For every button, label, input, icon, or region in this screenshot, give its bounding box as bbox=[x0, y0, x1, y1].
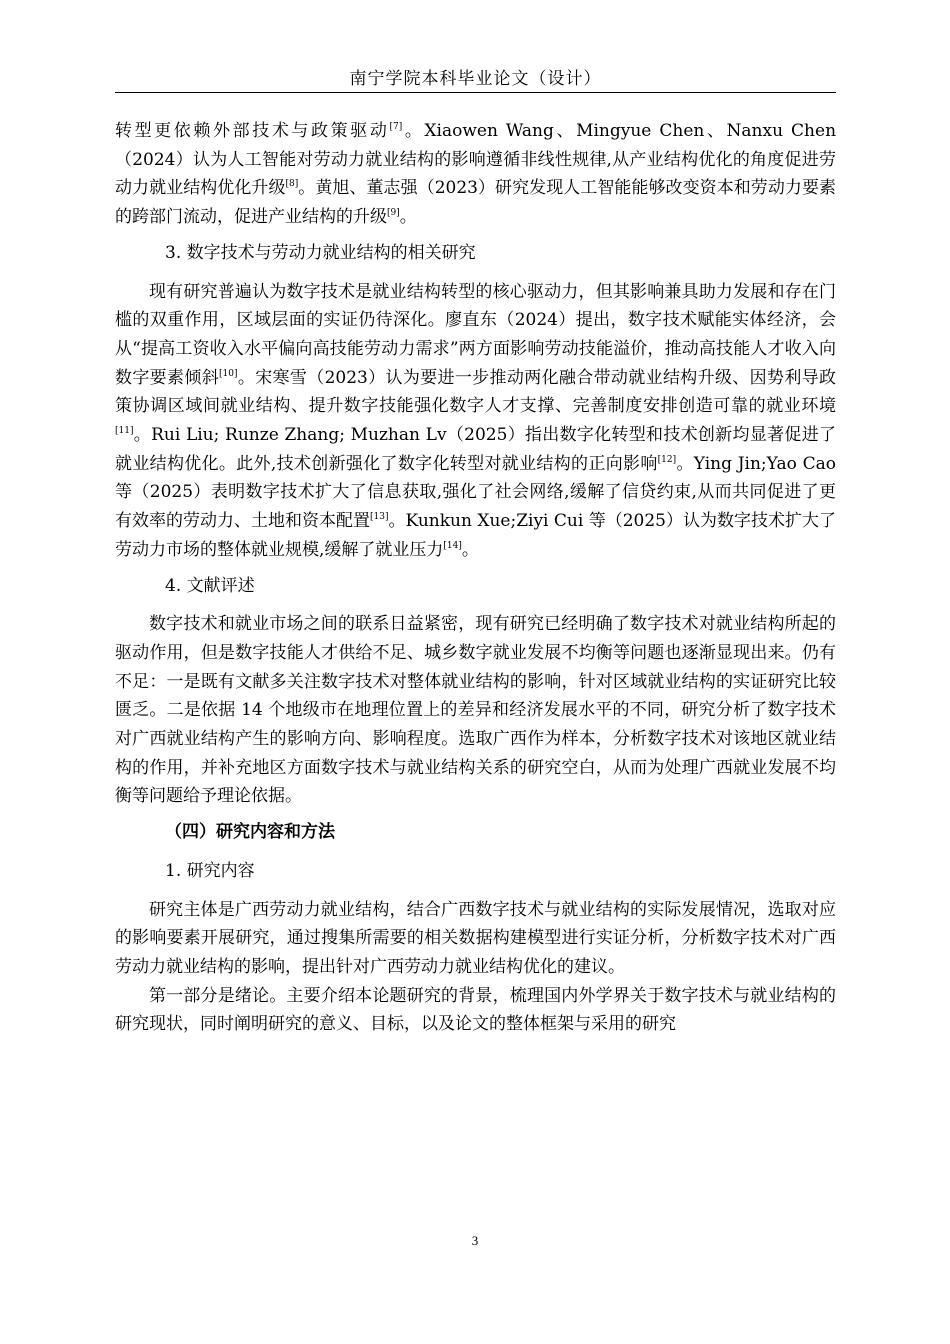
subsection-heading: 3. 数字技术与劳动力就业结构的相关研究 bbox=[165, 242, 476, 263]
running-header: 南宁学院本科毕业论文（设计） bbox=[349, 69, 602, 89]
text-run: 转型更依赖外部技术与政策驱动 bbox=[115, 121, 390, 141]
paragraph bbox=[115, 982, 836, 1039]
text-run: 。黄旭、董志强（2023）研究发现人工智能能够改变资本和劳动力要素的跨部门流动，促进产业结构的升级 bbox=[115, 178, 837, 228]
citation-marker: [7] bbox=[389, 122, 403, 132]
section-heading: （四）研究内容和方法 bbox=[165, 822, 335, 843]
header-rule bbox=[115, 92, 836, 93]
text-run: 。 bbox=[461, 539, 479, 560]
body-text bbox=[115, 117, 836, 1046]
citation-marker: [11] bbox=[115, 426, 134, 437]
text-run: 。 bbox=[399, 207, 417, 228]
text-run: 第一部分是绪论。主要介绍本论题研究的背景，梳理国内外学界关于数字技术与就业结构的研究现状，同时阐明研究的意义、目标，以及论文的整体框架与采用的研究 bbox=[115, 985, 836, 1035]
citation-marker: [14] bbox=[443, 540, 462, 551]
paragraph bbox=[115, 117, 836, 232]
citation-marker: [12] bbox=[657, 454, 677, 465]
text-run: 。宋寒雪（2023）认为要进一步推动两化融合带动就业结构升级、因势利导政策协调区域间就业结构、提升数字技能强化数字人才支撑、完善制度安排创造可靠的就业环境 bbox=[115, 367, 837, 417]
text-run: 研究主体是广西劳动力就业结构，结合广西数字技术与就业结构的实际发展情况，选取对应的影响要素开展研究，通过搜集所需要的相关数据构建模型进行实证分析，分析数字技术对广西劳动力就业结构的影响，提出针对广西劳动力就业结构优化的建议。 bbox=[115, 899, 836, 977]
citation-marker: [9] bbox=[387, 208, 400, 219]
citation-marker: [10] bbox=[219, 368, 238, 379]
text-run: 数字技术和就业市场之间的联系日益紧密，现有研究已经明确了数字技术对就业结构所起的驱动作用，但是数字技能人才供给不足、城乡数字就业发展不均衡等问题也逐渐显现出来。仍有不足：一是既有文献多关注数字技术对整体就业结构的影响，针对区域就业结构的实证研究比较匮乏。二是依据 14 个地级市在地理位置上的差异和经济发展水平的不同，研究分析了数字技术对广西就业结构产生的影响方向、影响程度。选取广西作为样本，分析数字技术对该地区就业结构的作用，并补充地区方面数字技术与就业结构关系的研究空白，从而为处理广西就业发展不均衡等问题给予理论依据。 bbox=[115, 614, 836, 807]
text-run: 。Rui Liu; Runze Zhang; Muzhan Lv（2025）指出数字化转型和技术创新均显著促进了就业结构优化。此外,技术创新强化了数字化转型对就业结构的正向影响 bbox=[115, 425, 836, 474]
citation-marker: [8] bbox=[285, 179, 299, 190]
paragraph bbox=[115, 896, 836, 982]
text-run: 。Kunkun Xue;Ziyi Cui 等（2025）认为数字技术扩大了劳动力市场的整体就业规模,缓解了就业压力 bbox=[115, 511, 837, 560]
text-run: 。Xiaowen Wang、Mingyue Chen、Nanxu Chen（2024）认为人工智能对劳动力就业结构的影响遵循非线性规律,从产业结构优化的角度促进劳动力就业结构优化升级 bbox=[115, 121, 837, 199]
subsection-heading: 1. 研究内容 bbox=[165, 860, 255, 881]
paragraph bbox=[115, 278, 836, 565]
text-run: 。Ying Jin;Yao Cao 等（2025）表明数字技术扩大了信息获取,强化了社会网络,缓解了信贷约束,从而共同促进了更有效率的劳动力、土地和资本配置 bbox=[115, 453, 836, 532]
page-number: 3 bbox=[471, 1233, 479, 1248]
paragraph bbox=[115, 610, 836, 811]
citation-marker: [13] bbox=[370, 512, 389, 523]
text-run: 现有研究普遍认为数字技术是就业结构转型的核心驱动力，但其影响兼具助力发展和存在门槛的双重作用，区域层面的实证仍待深化。廖直东（2024）提出，数字技术赋能实体经济，会从“提高工资收入水平偏向高技能劳动力需求”两方面影响劳动技能溢价，推动高技能人才收入向数字要素倾斜 bbox=[115, 281, 836, 388]
subsection-heading: 4. 文献评述 bbox=[165, 575, 255, 596]
